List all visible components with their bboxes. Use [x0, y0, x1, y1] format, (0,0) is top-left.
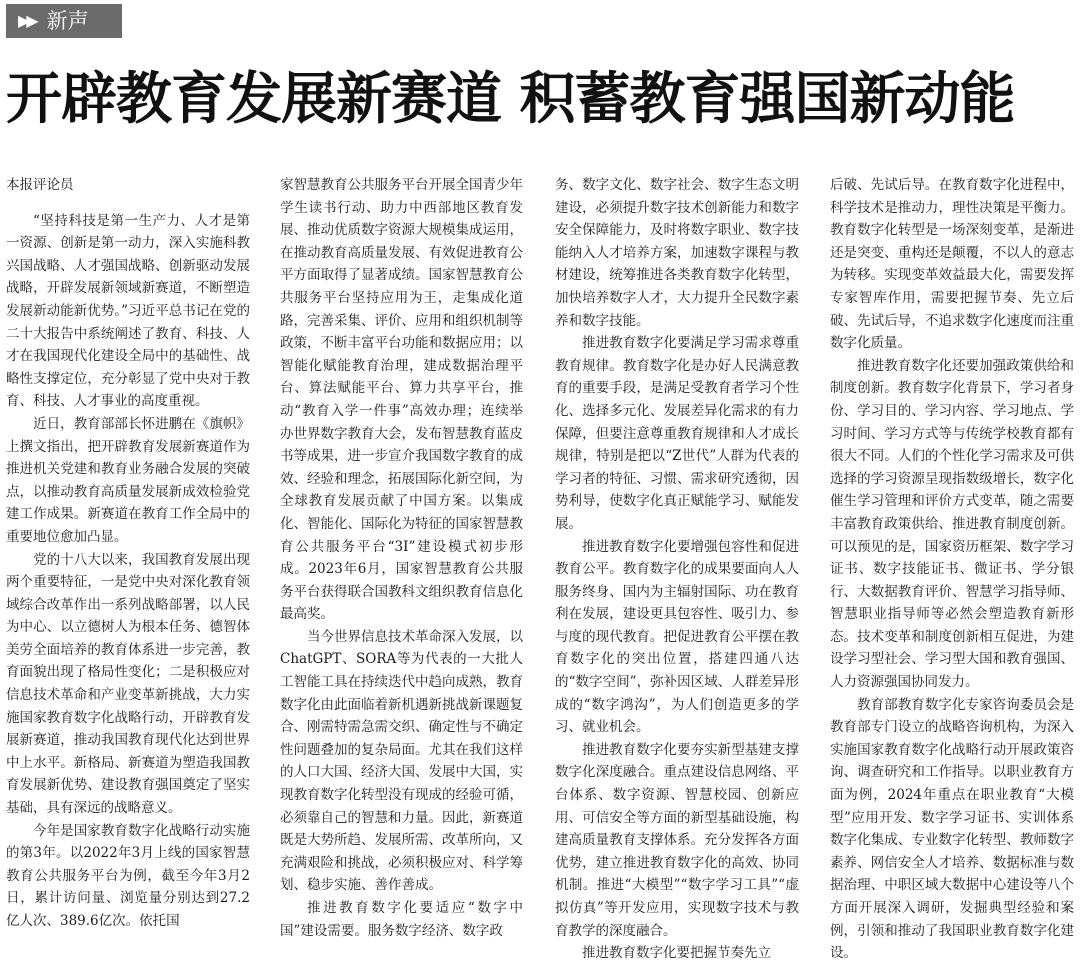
article-column-3: [555, 174, 799, 962]
headline: 开辟教育发展新赛道 积蓄教育强国新动能: [6, 67, 1015, 132]
paragraph: 推进教育数字化要满足学习需求尊重教育规律。教育数字化是办好人民满意教育的重要手段，是满足受教育者学习个性化、选择多元化、发展差异化需求的有力保障，但要注意尊重教育规律和人才成长规律，特别是把以“Z世代”人群为代表的学习者的特征、习惯、需求研究透彻，因势利导，使数字化真正赋能学习、赋能发展。: [555, 335, 799, 532]
article-column-4: [830, 174, 1074, 962]
paragraph: 推进教育数字化要适应“数字中国”建设需要。服务数字经济、数字政: [280, 900, 523, 939]
paragraph: 教育部教育数字化专家咨询委员会是教育部专门设立的战略咨询机构，为深入实施国家教育数字化战略行动开展政策咨询、调查研究和工作指导。以职业教育方面为例，2024年重点在职业教育“大模型”应用开发、数字学习证书、实训体系数字化集成、专业数字化转型、教师数字素养、网信安全人才培养、数据标准与数据治理、中职区域大数据中心建设等八个方面开展深入调研，发掘典型经验和案例，引领和推动了我国职业教育数字化建设。: [830, 696, 1074, 962]
paragraph: 今年是国家教育数字化战略行动实施的第3年。以2022年3月上线的国家智慧教育公共服务平台为例，截至今年3月2日，累计访问量、浏览量分别达到27.2亿人次、389.6亿次。依托国: [6, 822, 250, 929]
paragraph: 推进教育数字化还要加强政策供给和制度创新。教育数字化背景下，学习者身份、学习目的、学习内容、学习地点、学习时间、学习方式等与传统学校教育都有很大不同。人们的个性化学习需求及可供选择的学习资源呈现指数级增长，数字化催生学习管理和评价方式变革，随之需要丰富教育政策供给、推进教育制度创新。可以预见的是，国家资历框架、数字学习证书、数字技能证书、微证书、学分银行、大数据教育评价、智慧学习指导师、智慧职业指导师等必然会塑造教育新形态。技术变革和制度创新相互促进，为建设学习型社会、学习型大国和教育强国、人力资源强国协同发力。: [830, 357, 1074, 691]
section-tag: [6, 4, 122, 38]
paragraph: 近日，教育部部长怀进鹏在《旗帜》上撰文指出，把开辟教育发展新赛道作为推进机关党建和教育业务融合发展的突破点，以推动教育高质量发展新成效检验党建工作成果。新赛道在教育工作全局中的重要地位愈加凸显。: [6, 415, 250, 545]
paragraph: 后破、先试后导。在教育数字化进程中，科学技术是推动力，理性决策是平衡力。教育数字化转型是一场深刻变革，是渐进还是突变、重构还是颠覆，不以人的意志为转移。实现变革效益最大化，需要发挥专家智库作用，需要把握节奏、先立后破、先试后导，不追求数字化速度而注重数字化质量。: [830, 177, 1074, 352]
paragraph: 推进教育数字化要夯实新型基建支撑数字化深度融合。重点建设信息网络、平台体系、数字资源、智慧校园、创新应用、可信安全等方面的新型基础设施，构建高质量教育支撑体系。充分发挥各方面优势，建立推进教育数字化的高效、协同机制。推进“大模型”“数字学习工具”“虚拟仿真”等开发应用，实现数字技术与教育教学的深度融合。: [555, 741, 799, 939]
double-arrow-icon: ▶▶: [18, 11, 35, 30]
article-column-1: [6, 174, 250, 929]
article-column-2: [280, 174, 523, 939]
paragraph: 当今世界信息技术革命深入发展，以ChatGPT、SORA等为代表的一大批人工智能工具在持续迭代中趋向成熟，教育数字化由此面临着新机遇新挑战新课题复合、刚需特需急需交织、确定性与不确定性问题叠加的复杂局面。尤其在我们这样的人口大国、经济大国、发展中大国，实现教育数字化转型没有现成的经验可循，必须靠自己的智慧和力量。因此，新赛道既是大势所趋、发展所需、改革所向，又充满艰险和挑战，必须积极应对、科学筹划、稳步实施、善作善成。: [280, 628, 523, 894]
paragraph: 推进教育数字化要把握节奏先立: [582, 945, 771, 962]
paragraph: 务、数字文化、数字社会、数字生态文明建设，必须提升数字技术创新能力和数字安全保障能力，及时将数字职业、数字技能纳入人才培养方案，加速数字课程与教材建设，统筹推进各类教育数字化转型，加快培养数字人才，大力提升全民数字素养和数字技能。: [555, 177, 799, 329]
paragraph: 家智慧教育公共服务平台开展全国青少年学生读书行动、助力中西部地区教育发展、推动优质数字资源大规模集成运用，在推动教育高质量发展、有效促进教育公平方面取得了显著成绩。国家智慧教育公共服务平台坚持应用为王，走集成化道路，完善采集、评价、应用和组织机制等政策，不断丰富平台功能和数据应用；以智能化赋能教育治理，建成数据治理平台、算法赋能平台、算力共享平台，推动“教育入学一件事”高效办理；连续举办世界数字教育大会，发布智慧教育蓝皮书等成果，进一步宣介我国数字教育的成效、经验和理念，拓展国际化新空间，为全球教育发展贡献了中国方案。以集成化、智能化、国际化为特征的国家智慧教育公共服务平台“3I”建设模式初步形成。2023年6月，国家智慧教育公共服务平台获得联合国教科文组织教育信息化最高奖。: [280, 177, 523, 623]
section-tag-label: 新声: [46, 9, 89, 33]
paragraph: 推进教育数字化要增强包容性和促进教育公平。教育数字化的成果要面向人人服务终身、国内为主辐射国际、功在教育利在发展，建设更具包容性、吸引力、参与度的现代教育。把促进教育公平摆在教育数字化的突出位置，搭建四通八达的“数字空间”，弥补因区域、人群差异形成的“数字鸿沟”，为人们创造更多的学习、就业机会。: [555, 538, 799, 736]
paragraph: 党的十八大以来，我国教育发展出现两个重要特征，一是党中央对深化教育领域综合改革作出一系列战略部署，以人民为中心、以立德树人为根本任务、德智体美劳全面培养的教育体系进一步完善，教育面貌出现了格局性变化；二是积极应对信息技术革命和产业变革新挑战，大力实施国家教育数字化战略行动，开辟教育发展新赛道，推动我国教育现代化达到世界中上水平。新格局、新赛道为塑造我国教育发展新优势、建设教育强国奠定了坚实基础，具有深远的战略意义。: [6, 551, 250, 817]
paragraph: “坚持科技是第一生产力、人才是第一资源、创新是第一动力，深入实施科教兴国战略、人才强国战略、创新驱动发展战略，开辟发展新领域新赛道，不断塑造发展新动能新优势。”习近平总书记在党的二十大报告中系统阐述了教育、科技、人才在我国现代化建设全局中的基础性、战略性支撑定位，充分彰显了党中央对于教育、科技、人才事业的高度重视。: [6, 212, 250, 410]
byline: 本报评论员: [6, 177, 74, 193]
